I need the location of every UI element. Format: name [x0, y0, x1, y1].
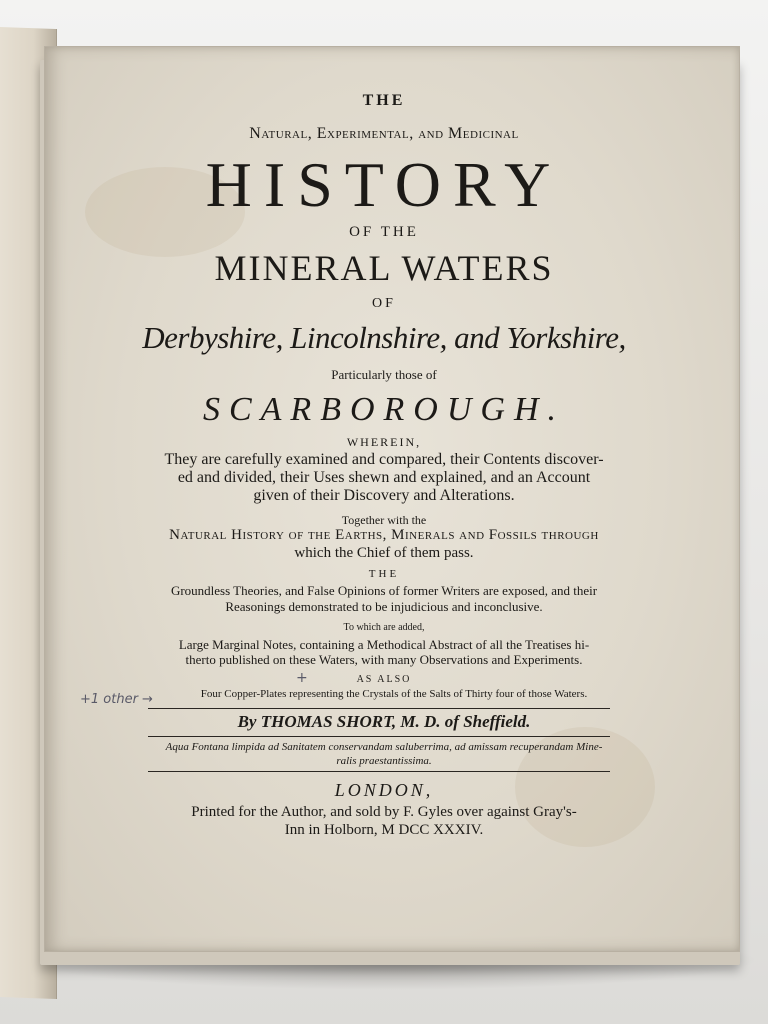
line-the: THE [362, 92, 406, 109]
rule-middle [148, 736, 610, 737]
line-groundless-2: Reasonings demonstrated to be injudicious and inconclusive. [225, 599, 543, 614]
line-wherein-2: ed and divided, their Uses shewn and explained, and an Account [177, 469, 591, 486]
line-to-which: To which are added, [343, 622, 425, 633]
line-of-the: OF THE [349, 224, 419, 240]
line-motto-1: Aqua Fontana limpida ad Sanitatem conservandam saluberrima, ad amissam recuperandam Mine- [165, 741, 603, 753]
line-counties: Derbyshire, Lincolnshire, and Yorkshire, [142, 320, 626, 355]
line-natural-history-1: Natural History of the Earths, Minerals and Fossils through [169, 527, 599, 543]
line-motto-2: ralis praestantissima. [336, 755, 432, 767]
pencil-plus-mark: + [296, 670, 308, 686]
rule-bottom [148, 771, 610, 772]
line-wherein-1: They are carefully examined and compared, their Contents discover- [164, 451, 604, 468]
line-wherein-3: given of their Discovery and Alterations. [253, 487, 515, 504]
line-together: Together with the [341, 513, 427, 527]
line-london: LONDON, [334, 780, 434, 800]
line-imprint-2: Inn in Holborn, M DCC XXXIV. [284, 822, 484, 838]
line-scarborough: SCARBOROUGH. [202, 391, 566, 428]
line-natural-experimental: Natural, Experimental, and Medicinal [249, 125, 519, 142]
line-the-2: THE [368, 568, 400, 580]
line-particularly: Particularly those of [331, 367, 437, 382]
line-history: HISTORY [205, 149, 563, 220]
line-marginal-2: therto published on these Waters, with many Observations and Experiments. [185, 652, 583, 667]
pencil-note: +1 other → [80, 692, 153, 707]
line-wherein: WHEREIN, [346, 435, 422, 449]
line-natural-history-2: which the Chief of them pass. [294, 545, 474, 561]
line-copper-plates: Four Copper-Plates representing the Crystals of the Salts of Thirty four of those Waters. [200, 688, 588, 700]
line-author: By THOMAS SHORT, M. D. of Sheffield. [237, 712, 531, 731]
line-groundless-1: Groundless Theories, and False Opinions of former Writers are exposed, and their [170, 583, 598, 598]
line-as-also: AS ALSO [356, 674, 412, 685]
line-mineral-waters: MINERAL WATERS [214, 248, 554, 288]
line-of: OF [372, 296, 396, 311]
line-marginal-1: Large Marginal Notes, containing a Methodical Abstract of all the Treatises hi- [178, 637, 590, 652]
line-imprint-1: Printed for the Author, and sold by F. Gyles over against Gray's- [191, 804, 577, 820]
rule-top [148, 708, 610, 709]
